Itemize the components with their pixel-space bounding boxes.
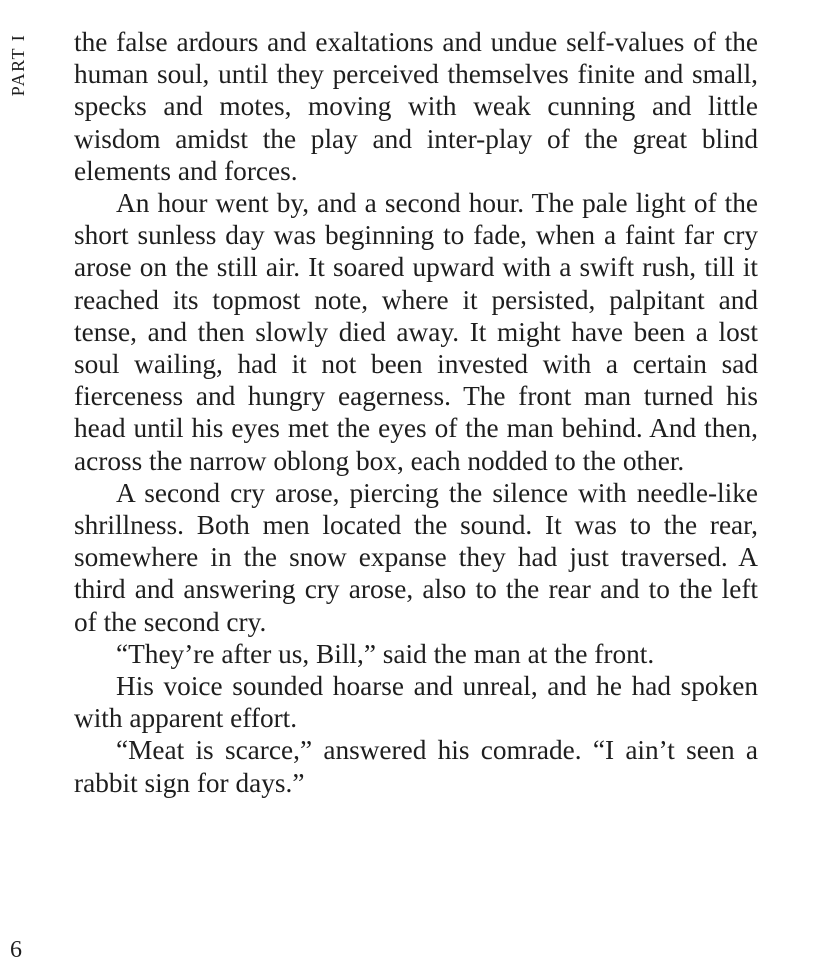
body-text: [74, 26, 758, 799]
page-number: 6: [10, 937, 22, 963]
running-head: PART I: [8, 33, 28, 97]
paragraph: “They’re after us, Bill,” said the man at the front.: [116, 638, 655, 669]
paragraph-continued: the false ardours and exaltations and undue self-values of the human soul, until they perceived themselves finite and small, specks and motes, moving with weak cunning and little wisdom amidst the play and inter-play of the great blind elements and forces.: [74, 27, 758, 186]
paragraph: His voice sounded hoarse and unreal, and he had spoken with apparent effort.: [74, 671, 758, 734]
paragraph: “Meat is scarce,” answered his comrade. “I ain’t seen a rabbit sign for days.”: [74, 735, 758, 798]
paragraph: An hour went by, and a second hour. The pale light of the short sunless day was beginning to fade, when a faint far cry arose on the still air. It soared upward with a swift rush, till it reached its topmost note, where it persisted, palpitant and tense, and then slowly died away. It might have been a lost soul wailing, had it not been invested with a certain sad fierceness and hungry eagerness. The front man turned his head until his eyes met the eyes of the man behind. And then, across the narrow oblong box, each nodded to the other.: [74, 188, 758, 476]
paragraph: A second cry arose, piercing the silence with needle-like shrillness. Both men located the sound. It was to the rear, somewhere in the snow expanse they had just traversed. A third and answering cry arose, also to the rear and to the left of the second cry.: [74, 477, 758, 637]
